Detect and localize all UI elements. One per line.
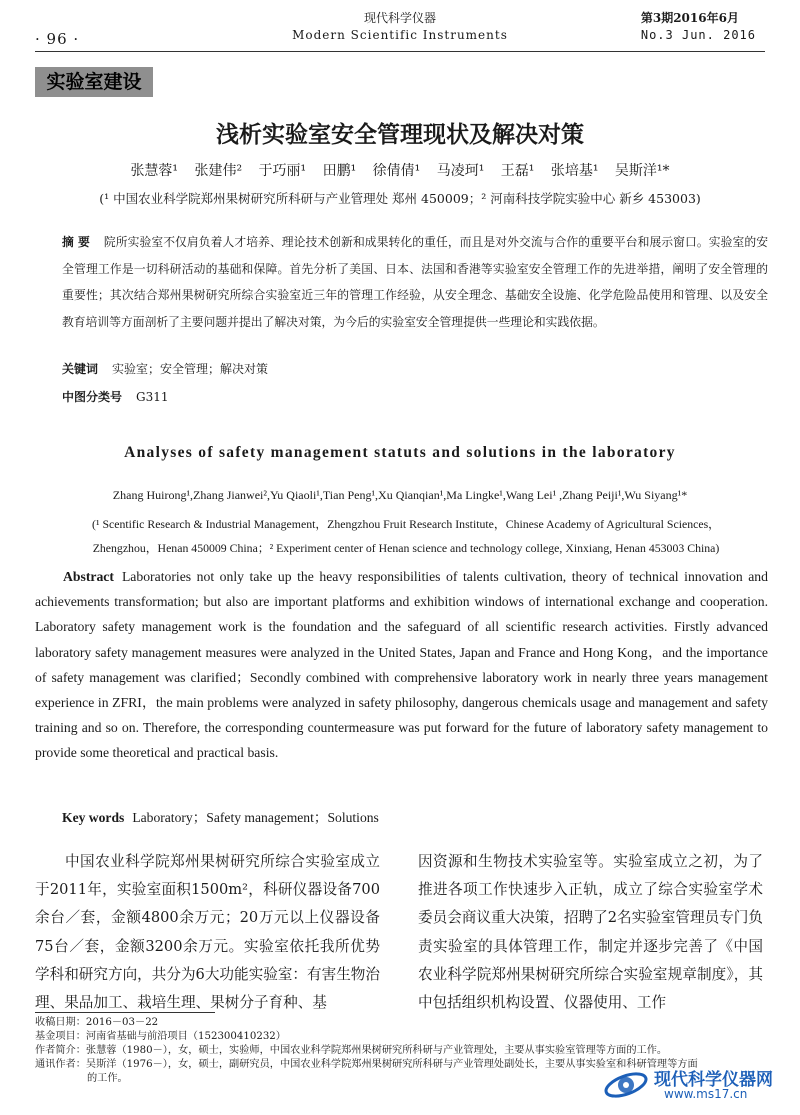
affiliation-cn: (¹ 中国农业科学院郑州果树研究所科研与产业管理处 郑州 450009；² 河南科技学院实验中心 新乡 453003) — [99, 191, 701, 206]
keywords-cn-label: 关键词 — [62, 362, 99, 376]
page-number: · 96 · — [35, 30, 80, 48]
keywords-cn — [62, 360, 268, 377]
paper-title-en: Analyses of safety management statuts and solutions in the laboratory — [124, 444, 676, 461]
abstract-cn-text: 院所实验室不仅肩负着人才培养、理论技术创新和成果转化的重任，而且是对外交流与合作的重要平台和展示窗口。实验室的安全管理工作是一切科研活动的基础和保障。首先分析了美国、日本、法国和香港等实验室安全管理工作的先进举措，阐明了安全管理的重要性；其次结合郑州果树研究所综合实验室近三年的管理工作经验，从安全理念、基础安全设施、化学危险品使用和管理、以及安全教育培训等方面剖析了主要问题并提出了解决对策，为今后的实验室安全管理提供一些理论和实践依据。 — [62, 235, 768, 329]
abstract-en — [35, 564, 768, 766]
authors-en: Zhang Huirong¹,Zhang Jianwei²,Yu Qiaoli¹,Tian Peng¹,Xu Qianqian¹,Ma Lingke¹,Wang Lei¹ ,Zhang Peiji¹,Wu Siyang¹* — [112, 488, 688, 502]
watermark-url: www.ms17.cn — [664, 1087, 748, 1101]
abstract-cn-label: 摘 要 — [62, 235, 90, 249]
body-column-left: 中国农业科学院郑州果树研究所综合实验室成立于2011年，实验室面积1500m²，科研仪器设备700余台／套，金额4800余万元；20万元以上仪器设备75台／套，金额3200余万元。实验室依托我所优势学科和研究方向，共分为6大功能实验室：有害生物治理、果品加工、栽培生理、果树分子育种、基 — [35, 853, 380, 1012]
footnote-corresponding-cont: 的工作。 — [87, 1073, 128, 1084]
body-column-right: 因资源和生物技术实验室等。实验室成立之初，为了推进各项工作快速步入正轨，成立了综合实验室学术委员会商议重大决策，招聘了2名实验室管理员专门负责实验室的具体管理工作，制定并逐步完善了《中国农业科学院郑州果树研究所综合实验室规章制度》，其中包括组织机构设置、仪器使用、工作 — [418, 853, 763, 1012]
footnote-received: 收稿日期：2016－03－22 — [35, 1017, 159, 1028]
watermark-text: 现代科学仪器网 — [654, 1070, 773, 1090]
footnote-fund: 基金项目：河南省基础与前沿项目（152300410232） — [35, 1031, 286, 1042]
issue-en: No.3 Jun. 2016 — [640, 28, 756, 42]
keywords-en-label: Key words — [62, 810, 125, 825]
abstract-en-text: Laboratories not only take up the heavy responsibilities of talents cultivation, theory of technical innovation and achievements transformation; but also are important platforms and exhibition windows of international exchange and cooperation. Laboratory safety management work is the foundation and the safeguard of all scientific research activities. Firstly advanced laboratory safety management measures were analyzed in the United States, Japan and France and Hong Kong，and the importance of safety management was clarified；Secondly combined with comprehensive laboratory work in nearly three years management experience in ZFRI，the main problems were analyzed in safety philosophy, dangerous chemicals usage and management and safety training and so on. Therefore, the corresponding countermeasure was put forward for the future of laboratory safety management to provide some theoretical and practical basis. — [35, 569, 768, 761]
journal-name-en: Modern Scientific Instruments — [292, 28, 508, 42]
classification-cn-label: 中图分类号 — [62, 390, 123, 404]
affiliation-en-line2: Zhengzhou，Henan 450009 China；² Experiment center of Henan science and technology college, Xinxiang, Henan 453003 China) — [92, 541, 720, 555]
footnote-corresponding: 通讯作者：吴斯洋（1976－），女，硕士，副研究员，中国农业科学院郑州果树研究所科研与产业管理处副处长，主要从事实验室和科研管理等方面 — [35, 1059, 698, 1070]
site-watermark — [602, 1061, 792, 1109]
footnote-author-bio: 作者简介：张慧蓉（1980－），女，硕士，实验师，中国农业科学院郑州果树研究所科研与产业管理处，主要从事实验室管理等方面的工作。 — [35, 1045, 668, 1056]
keywords-en-text: Laboratory；Safety management；Solutions — [132, 810, 379, 825]
issue-cn: 第3期2016年6月 — [640, 11, 739, 25]
abstract-cn — [62, 229, 768, 335]
classification-cn-text: G311 — [136, 390, 169, 404]
abstract-en-label: Abstract — [63, 569, 114, 584]
journal-name-cn: 现代科学仪器 — [363, 11, 436, 25]
keywords-cn-text: 实验室；安全管理；解决对策 — [112, 362, 269, 376]
authors-cn: 张慧蓉¹ 张建伟² 于巧丽¹ 田鹏¹ 徐倩倩¹ 马凌珂¹ 王磊¹ 张培基¹ 吴斯洋¹* — [130, 163, 670, 179]
paper-title-cn: 浅析实验室安全管理现状及解决对策 — [216, 122, 584, 148]
watermark-logo-icon — [602, 1063, 650, 1107]
affiliation-en-line1: (¹ Scentific Research & Industrial Management，Zhengzhou Fruit Research Institute，Chinese Academy of Agricultural Sciences， — [92, 517, 720, 531]
footnote-divider — [35, 1012, 215, 1013]
keywords-en — [62, 806, 379, 826]
classification-cn — [62, 388, 169, 405]
section-tag: 实验室建设 — [35, 67, 153, 97]
affiliation-en — [36, 512, 776, 560]
header-divider — [35, 51, 765, 52]
issue-info — [641, 10, 756, 44]
